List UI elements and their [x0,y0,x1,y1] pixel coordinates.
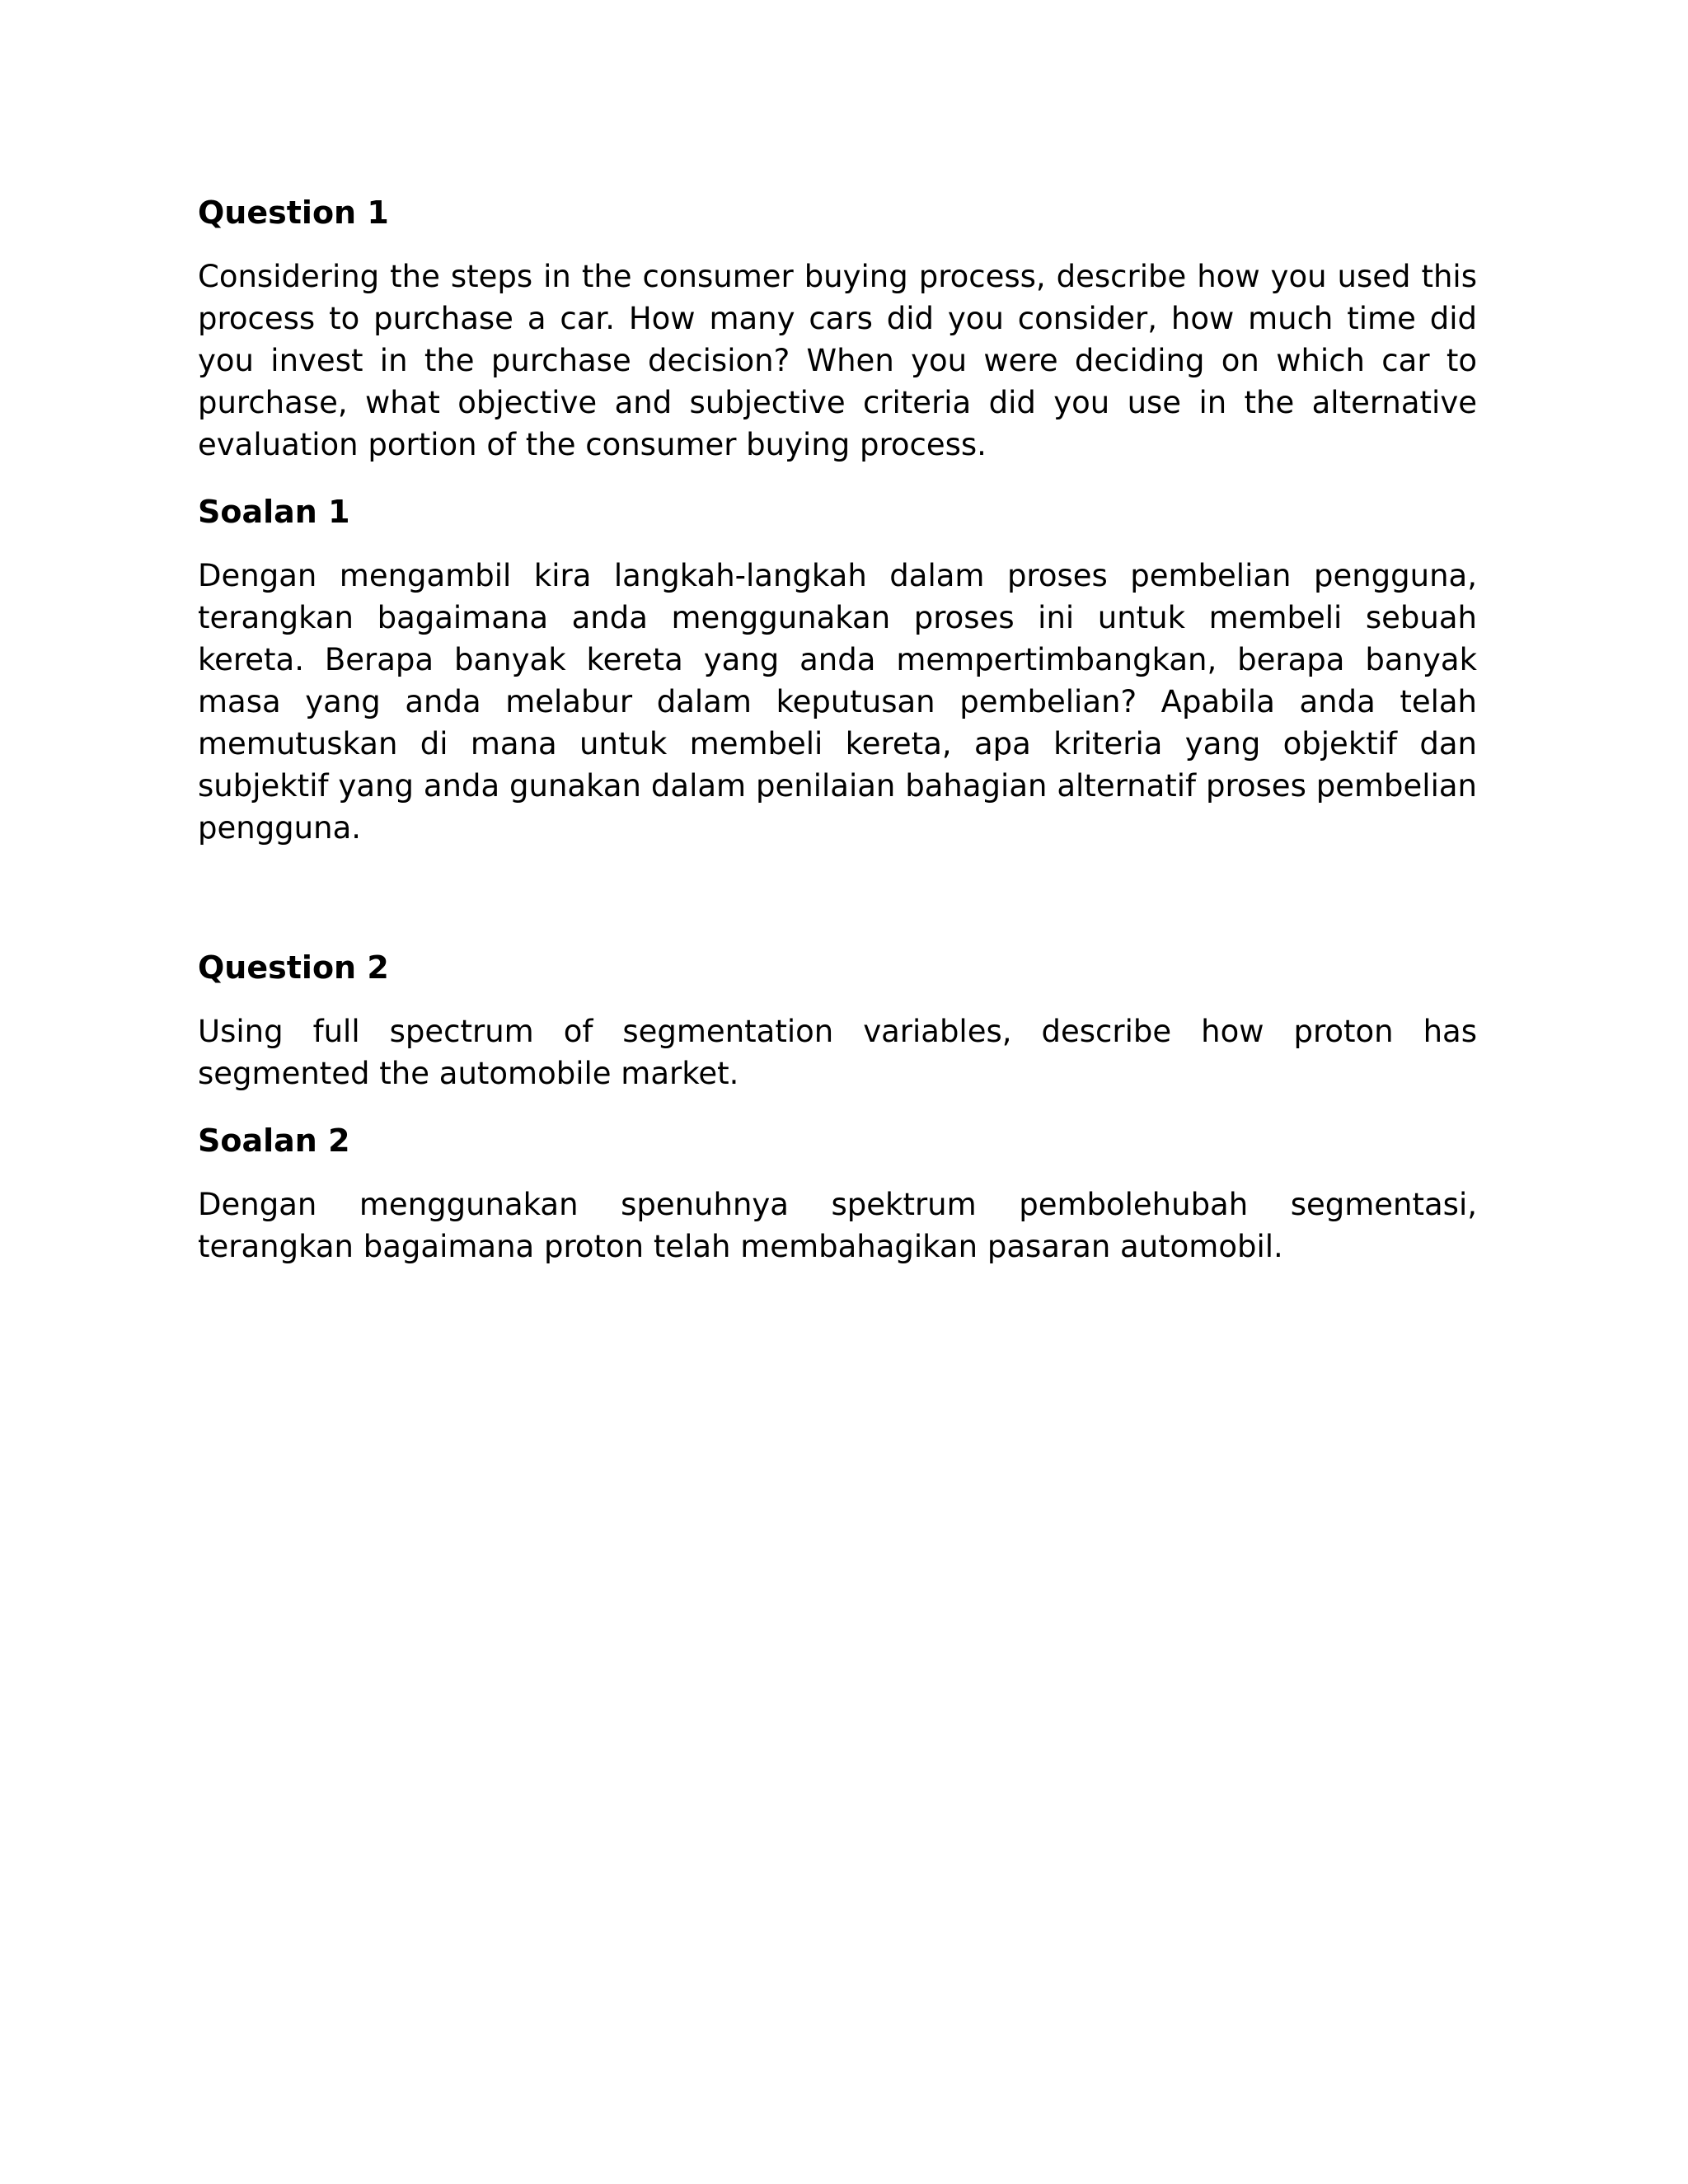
soalan-1-heading: Soalan 1 [198,494,350,530]
document-content [198,191,1477,1268]
soalan-2-text: Dengan menggunakan spenuhnya spektrum pembolehubah segmentasi, terangkan bagaimana proton telah membahagikan pasaran automobil. [198,1187,1477,1264]
soalan-2-heading: Soalan 2 [198,1122,350,1159]
question-1-text: Considering the steps in the consumer buying process, describe how you used this process to purchase a car. How many cars did you consider, how much time did you invest in the purchase decision? When you were deciding on which car to purchase, what objective and subjective criteria did you use in the alternative evaluation portion of the consumer buying process. [198,259,1477,462]
question-2-heading: Question 2 [198,949,389,986]
question-1-heading: Question 1 [198,194,389,231]
soalan-1-text: Dengan mengambil kira langkah-langkah dalam proses pembelian pengguna, terangkan bagaimana anda menggunakan proses ini untuk membeli sebuah kereta. Berapa banyak kereta yang anda mempertimbangkan, berapa banyak masa yang anda melabur dalam keputusan pembelian? Apabila anda telah memutuskan di mana untuk membeli kereta, apa kriteria yang objektif dan subjektif yang anda gunakan dalam penilaian bahagian alternatif proses pembelian pengguna. [198,558,1477,846]
question-2-text: Using full spectrum of segmentation variables, describe how proton has segmented the automobile market. [198,1014,1477,1091]
